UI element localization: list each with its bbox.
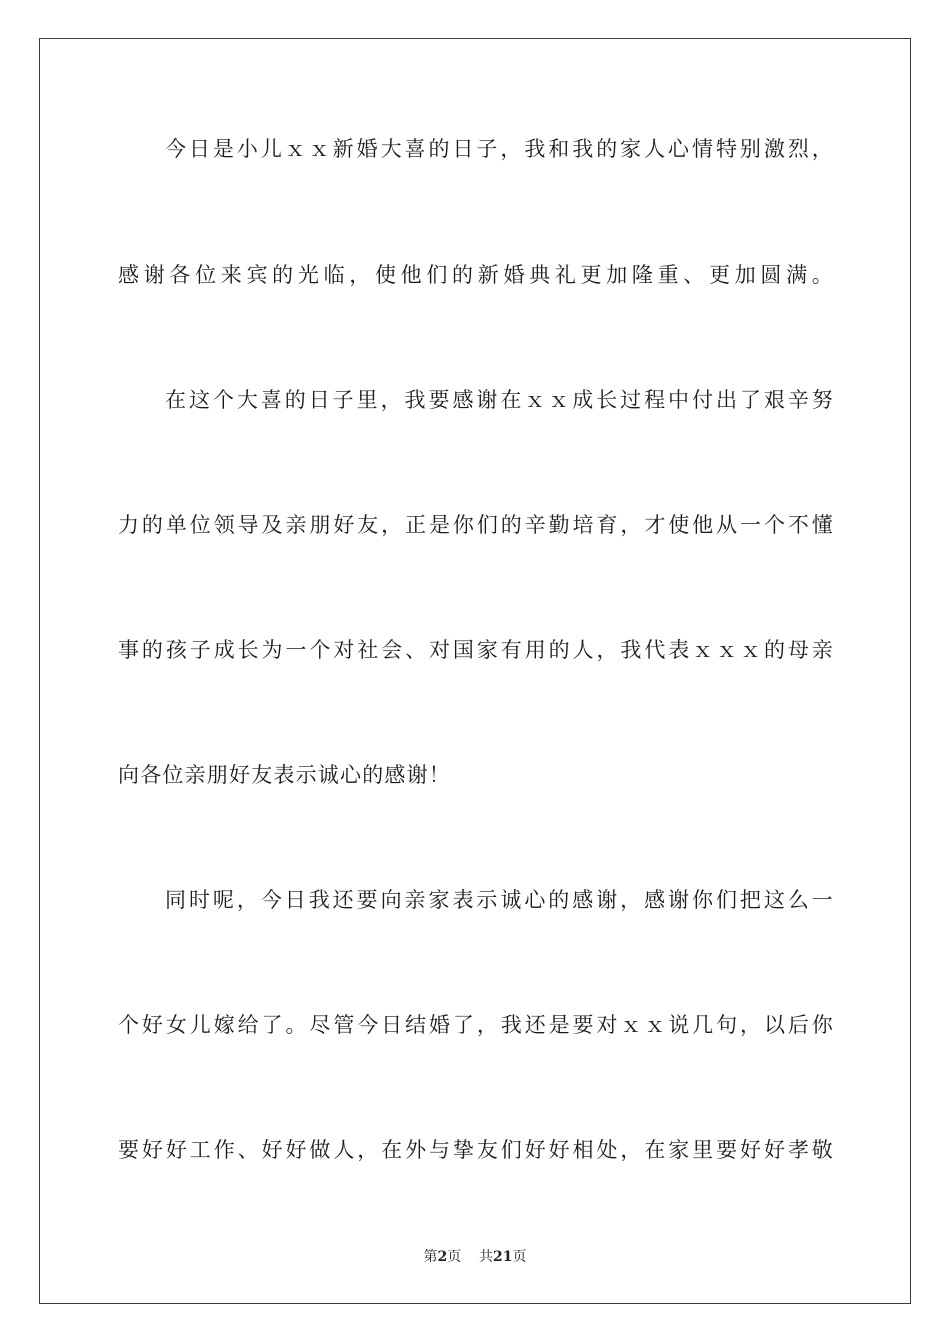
paragraph-2-line-3: 事的孩子成长为一个对社会、对国家有用的人，我代表ｘｘｘ的母亲 [118,638,834,662]
page-number: 2 [437,1249,448,1265]
paragraph-2-line-1: 在这个大喜的日子里，我要感谢在ｘｘ成长过程中付出了艰辛努 [165,388,834,412]
paragraph-1-line-2: 感谢各位来宾的光临，使他们的新婚典礼更加隆重、更加圆满。 [118,263,834,287]
paragraph-2-line-2: 力的单位领导及亲朋好友，正是你们的辛勤培育，才使他从一个不懂 [118,513,834,537]
page-frame [39,38,911,1304]
paragraph-1-line-1: 今日是小儿ｘｘ新婚大喜的日子，我和我的家人心情特别激烈， [165,137,834,161]
paragraph-3-line-2: 个好女儿嫁给了。尽管今日结婚了，我还是要对ｘｘ说几句，以后你 [118,1013,834,1037]
page-prefix: 第 [423,1249,438,1265]
page-footer [0,1248,950,1266]
total-suffix: 页 [512,1249,527,1265]
total-prefix: 共 [479,1249,494,1265]
paragraph-2-line-4: 向各位亲朋好友表示诚心的感谢！ [118,763,451,787]
paragraph-3-line-1: 同时呢，今日我还要向亲家表示诚心的感谢，感谢你们把这么一 [165,888,834,912]
total-pages: 21 [493,1249,513,1265]
paragraph-3-line-3: 要好好工作、好好做人，在外与挚友们好好相处，在家里要好好孝敬 [118,1138,834,1162]
page-suffix: 页 [447,1249,462,1265]
